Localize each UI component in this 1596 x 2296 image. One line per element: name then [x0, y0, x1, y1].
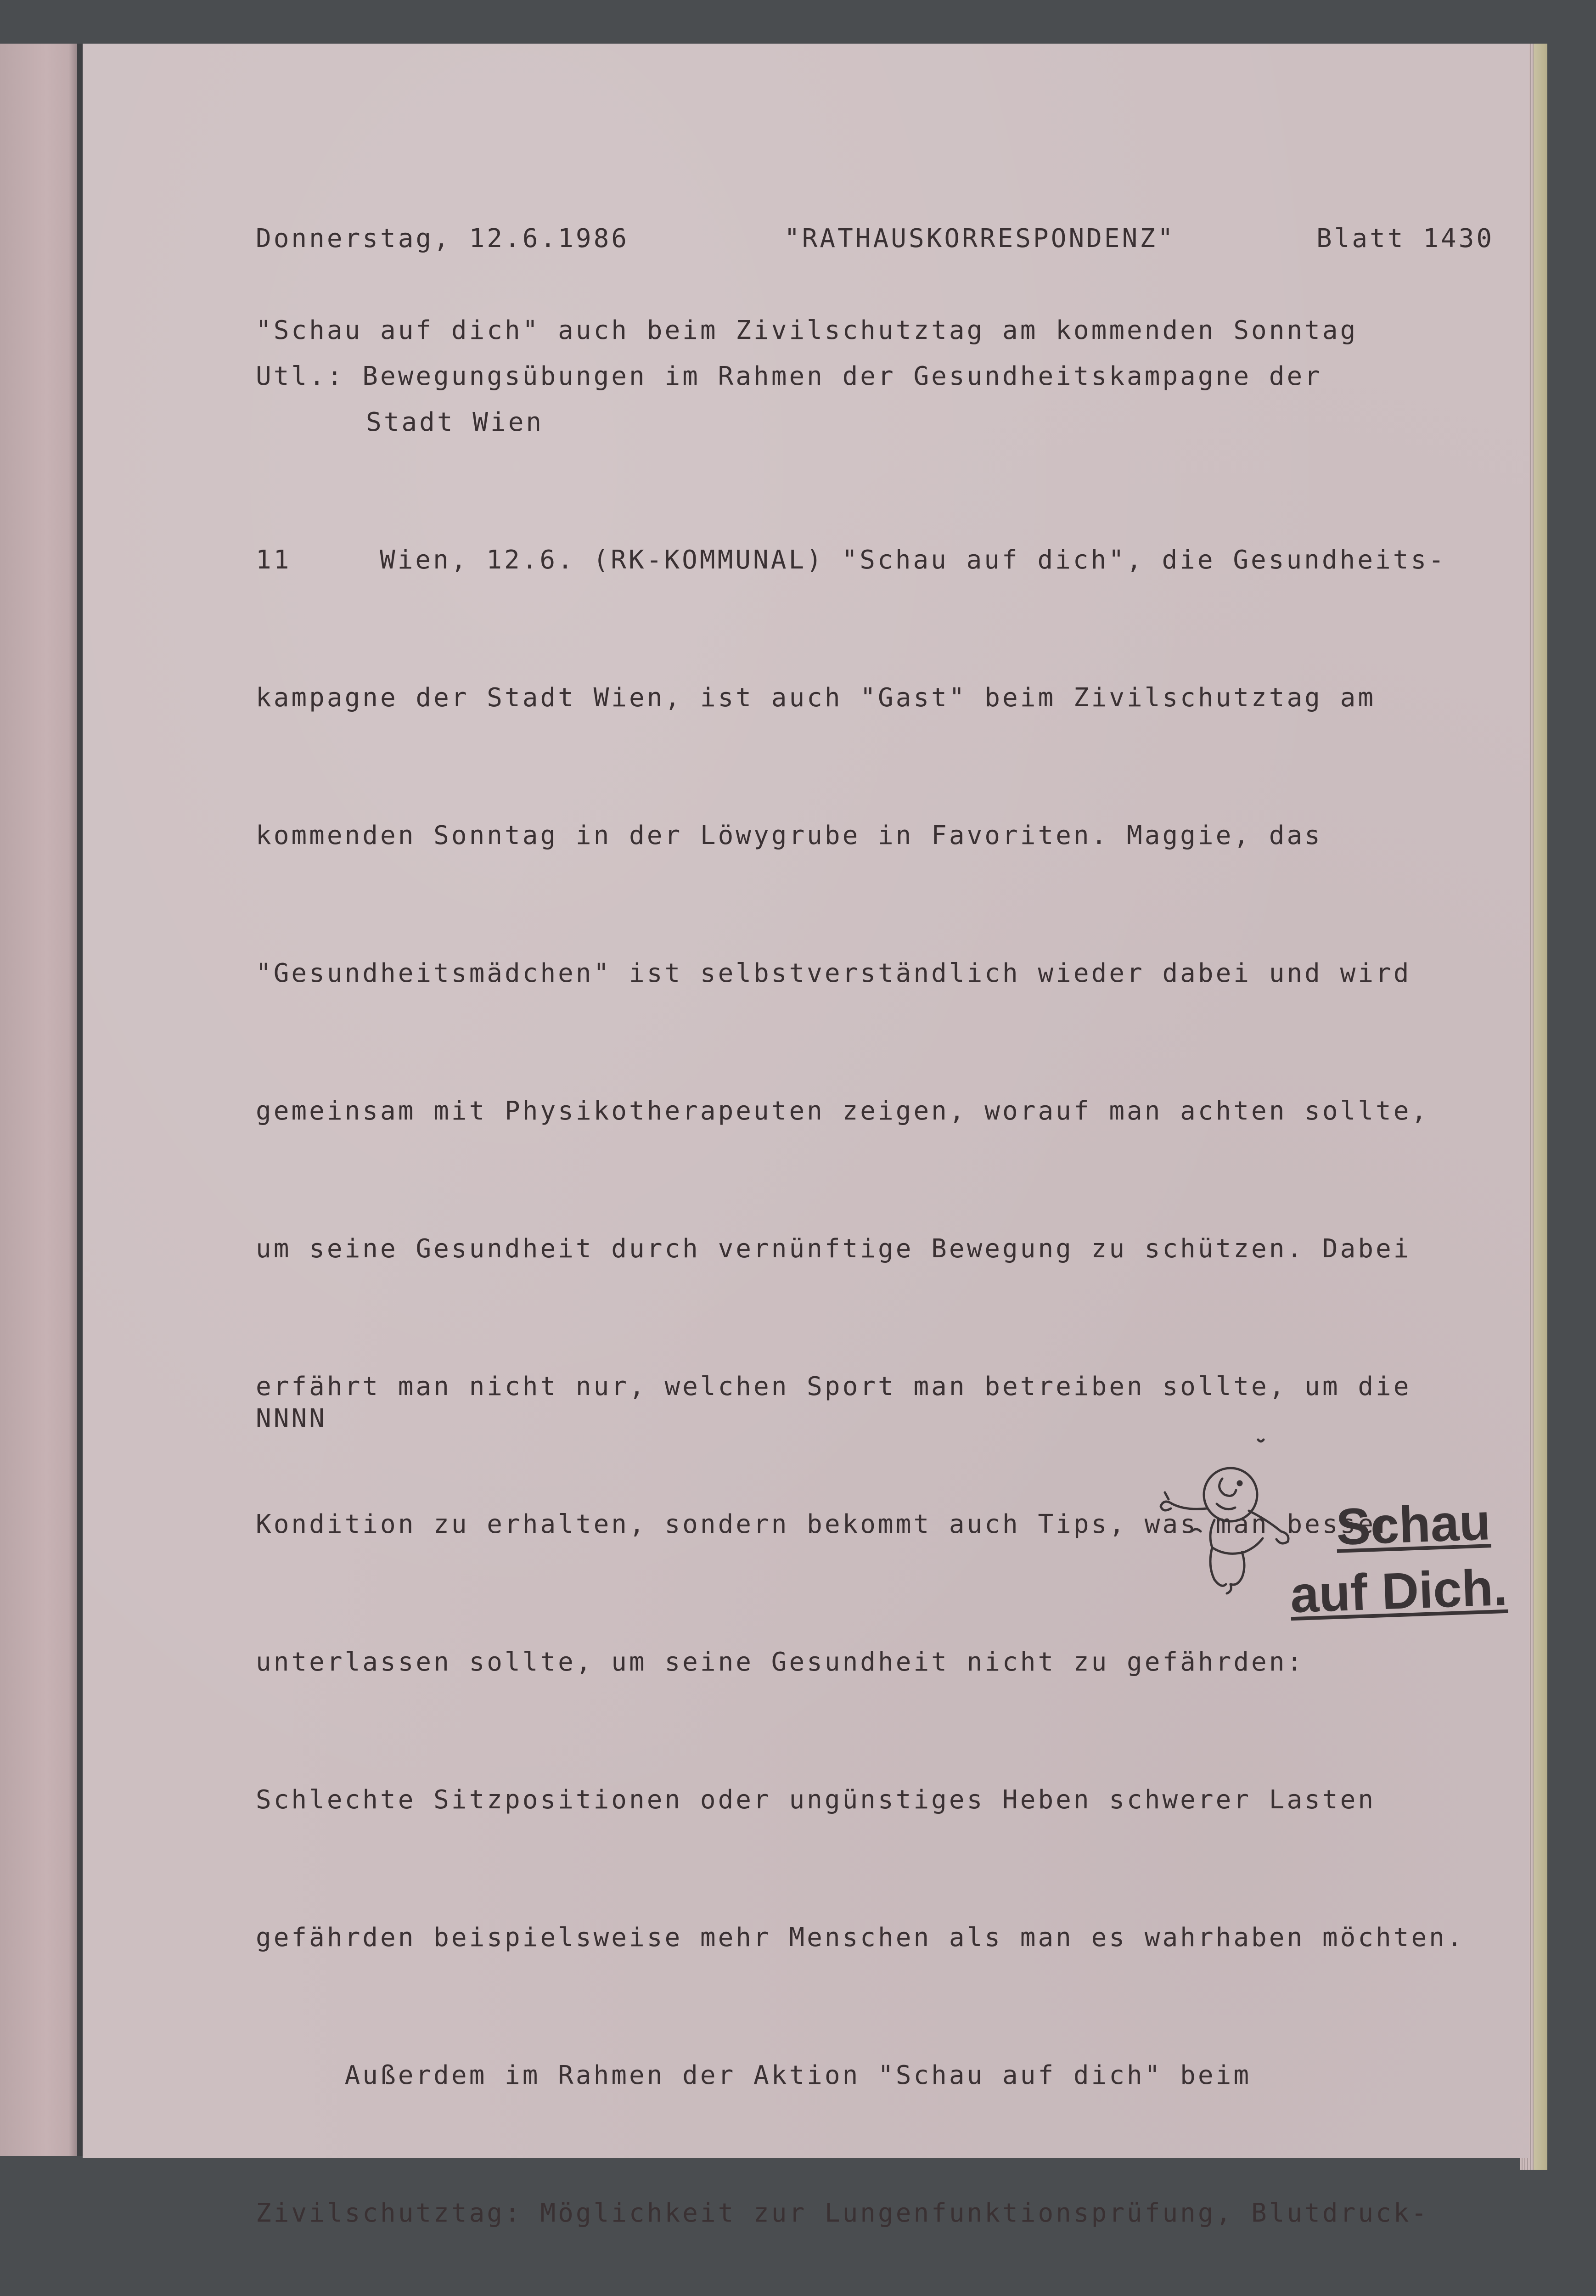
article-first-line-text: Wien, 12.6. (RK-KOMMUNAL) "Schau auf dich", die Gesundheits- — [380, 545, 1446, 575]
article-line: gemeinsam mit Physikotherapeuten zeigen, worauf man achten sollte, — [256, 1096, 1429, 1126]
article-number: 11 — [256, 545, 292, 575]
logo-text-line-1: Schau — [1335, 1493, 1492, 1556]
article-first-line — [256, 537, 1482, 583]
binding-gap — [77, 44, 83, 2156]
article-line: gefährden beispielsweise mehr Menschen als man es wahrhaben möchten. — [256, 1923, 1465, 1953]
left-facing-page — [0, 44, 79, 2156]
article-line: kommenden Sonntag in der Löwygrube in Favoriten. Maggie, das — [256, 821, 1322, 850]
logo-text-line-2: auf Dich. — [1289, 1558, 1508, 1624]
article-line: um seine Gesundheit durch vernünftige Bewegung zu schützen. Dabei — [256, 1234, 1411, 1264]
document-page — [83, 44, 1529, 2228]
article-line: kampagne der Stadt Wien, ist auch "Gast" beim Zivilschutztag am — [256, 683, 1376, 713]
article-line: Zivilschutztag: Möglichkeit zur Lungenfunktionsprüfung, Blutdruck- — [256, 2198, 1429, 2228]
article-headline: "Schau auf dich" auch beim Zivilschutztag am kommenden Sonntag — [256, 315, 1358, 345]
article-line: unterlassen sollte, um seine Gesundheit nicht zu gefährden: — [256, 1647, 1305, 1677]
article-line: Schlechte Sitzpositionen oder ungünstiges Heben schwerer Lasten — [256, 1785, 1376, 1815]
article-line: "Gesundheitsmädchen" ist selbstverständlich wieder dabei und wird — [256, 958, 1411, 988]
article-subtitle-line-2: Stadt Wien — [366, 407, 544, 437]
article-body — [256, 445, 1482, 2296]
article-line: Kondition zu erhalten, sondern bekommt auch Tips, was man besser — [256, 1509, 1394, 1539]
article-line: Außerdem im Rahmen der Aktion "Schau auf dich" beim — [256, 2060, 1252, 2090]
page-stack-edge-yellow — [1534, 44, 1547, 2170]
article-signoff: NNNN — [256, 1404, 327, 1434]
header-publication: "RATHAUSKORRESPONDENZ" — [784, 224, 1175, 253]
article-subtitle-line-1: Utl.: Bewegungsübungen im Rahmen der Gesundheitskampagne der — [256, 361, 1322, 391]
schau-auf-dich-logo — [1125, 1430, 1566, 1651]
header-page-number: Blatt 1430 — [1316, 224, 1495, 253]
article-line: erfährt man nicht nur, welchen Sport man betreiben sollte, um die — [256, 1372, 1411, 1401]
header-date: Donnerstag, 12.6.1986 — [256, 224, 629, 253]
